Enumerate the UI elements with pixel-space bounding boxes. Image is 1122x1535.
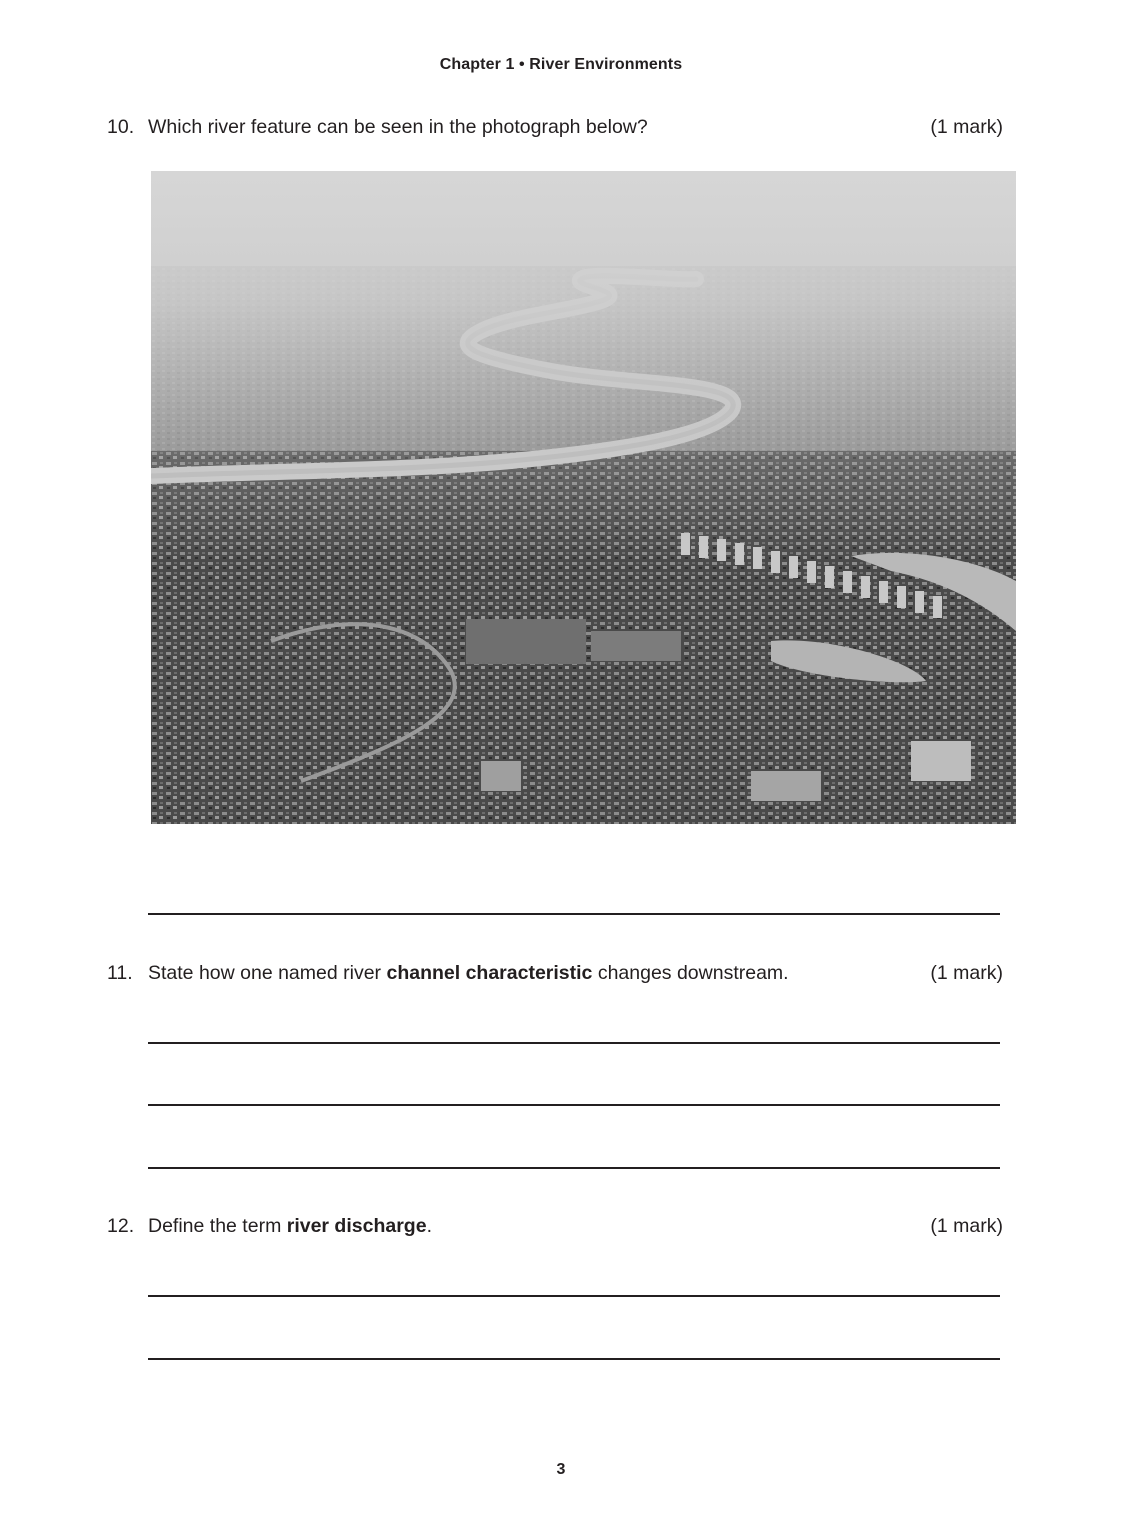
question-text — [148, 962, 789, 985]
photograph-image — [151, 171, 1016, 824]
question-marks: (1 mark) — [930, 116, 1003, 138]
question-text-after: changes downstream. — [592, 962, 789, 984]
chapter-title: River Environments — [529, 56, 683, 73]
question-key-term: channel characteristic — [386, 962, 593, 984]
answer-line[interactable] — [148, 1167, 1000, 1169]
answer-line[interactable] — [148, 1358, 1000, 1360]
question-text: Which river feature can be seen in the photograph below? — [148, 116, 648, 138]
question-key-term: river discharge — [286, 1215, 427, 1237]
header-bullet: • — [519, 56, 525, 73]
aerial-river-photograph — [151, 171, 1016, 824]
answer-line[interactable] — [148, 1295, 1000, 1297]
chapter-label: Chapter 1 — [439, 56, 515, 73]
question-number: 12. — [107, 1215, 135, 1237]
question-text-before: Define the term — [148, 1215, 287, 1237]
page-number: 3 — [556, 1461, 566, 1478]
answer-line[interactable] — [148, 913, 1000, 915]
question-text — [148, 1215, 432, 1238]
question-marks: (1 mark) — [930, 962, 1003, 984]
question-number: 10. — [107, 116, 135, 138]
answer-line[interactable] — [148, 1042, 1000, 1044]
question-number: 11. — [107, 962, 133, 984]
question-marks: (1 mark) — [930, 1215, 1003, 1237]
answer-line[interactable] — [148, 1104, 1000, 1106]
question-text-before: State how one named river — [148, 962, 387, 984]
running-header — [0, 56, 1122, 74]
question-text-after: . — [426, 1215, 432, 1237]
